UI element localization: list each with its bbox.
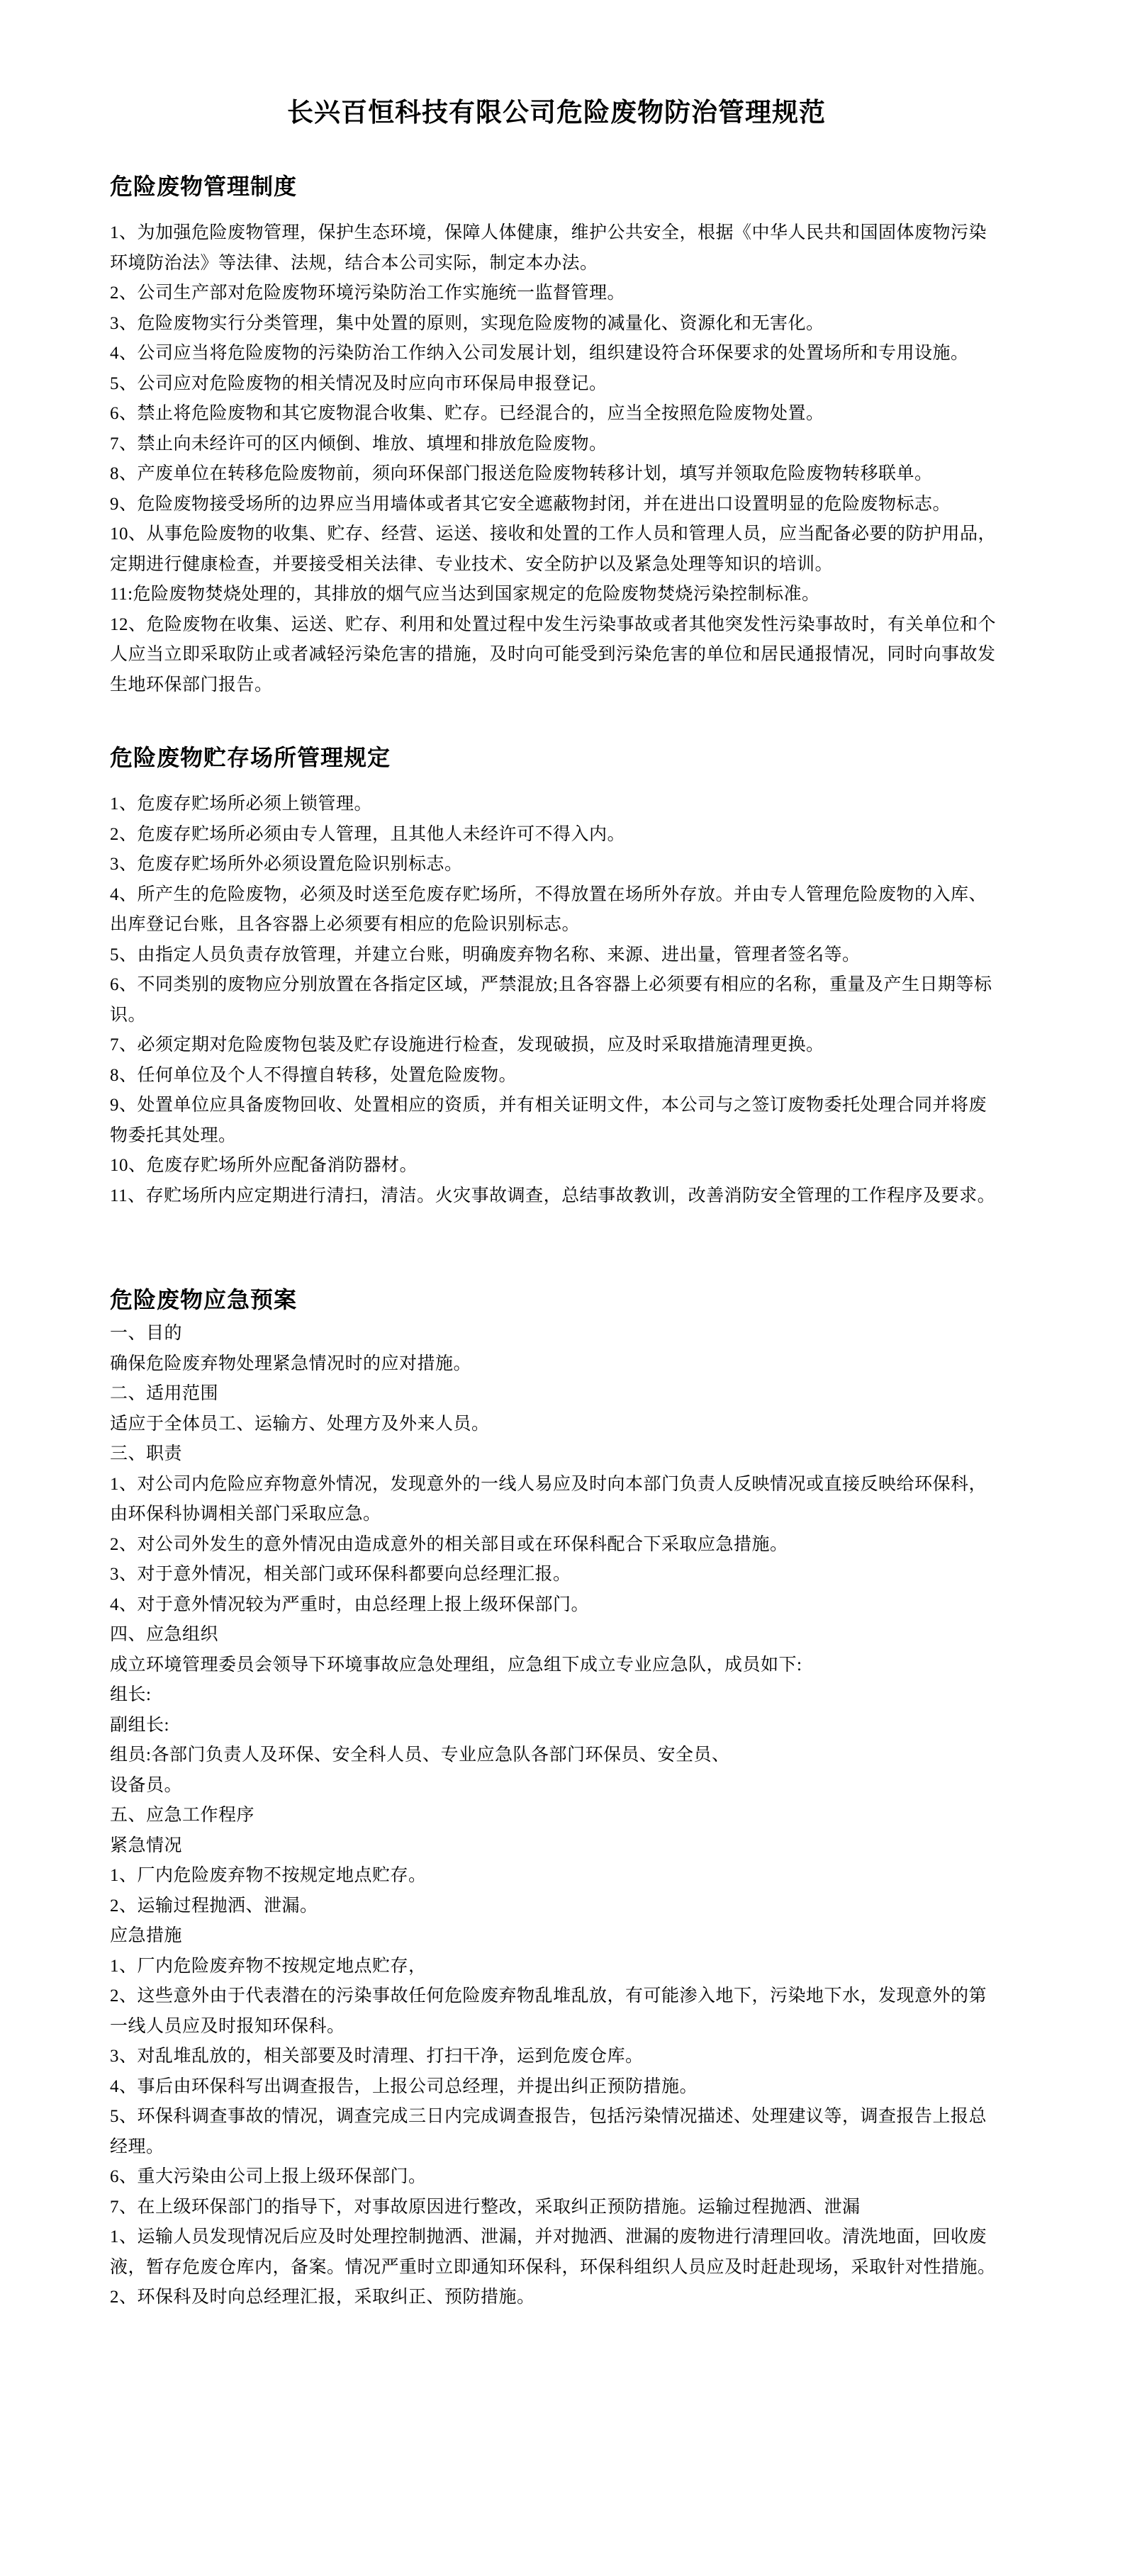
list-item: 6、不同类别的废物应分别放置在各指定区域，严禁混放;且各容器上必须要有相应的名称，重量及产生日期等标识。 [110, 975, 992, 1025]
subsection-heading-organization: 四、应急组织 [110, 1625, 219, 1644]
list-item: 1、危废存贮场所必须上锁管理。 [110, 794, 373, 814]
paragraph: 适应于全体员工、运输方、处理方及外来人员。 [110, 1414, 490, 1434]
subsection-heading-scope: 二、适用范围 [110, 1384, 219, 1403]
paragraph: 设备员。 [110, 1775, 183, 1795]
list-item: 2、这些意外由于代表潜在的污染事故任何危险废弃物乱堆乱放，有可能渗入地下，污染地下水，发现意外的第一线人员应及时报知环保科。 [110, 1986, 987, 2036]
list-item: 9、处置单位应具备废物回收、处置相应的资质，并有相关证明文件，本公司与之签订废物委托处理合同并将废物委托其处理。 [110, 1096, 987, 1145]
list-item: 1、厂内危险废弃物不按规定地点贮存。 [110, 1866, 427, 1885]
list-item: 7、禁止向未经许可的区内倾倒、堆放、填埋和排放危险废物。 [110, 434, 608, 454]
section-storage-site-rules [110, 740, 1003, 1211]
paragraph-group-leader: 组长: [110, 1685, 152, 1704]
list-item: 5、环保科调查事故的情况，调查完成三日内完成调查报告，包括污染情况描述、处理建议等，调查报告上报总经理。 [110, 2107, 987, 2156]
paragraph-deputy-leader: 副组长: [110, 1715, 169, 1735]
list-item: 2、环保科及时向总经理汇报，采取纠正、预防措施。 [110, 2288, 535, 2307]
list-item: 12、危险废物在收集、运送、贮存、利用和处置过程中发生污染事故或者其他突发性污染事故时，有关单位和个人应当立即采取防止或者减轻污染危害的措施，及时向可能受到污染危害的单位和居民通报情况，同时向事故发生地环保部门报告。 [110, 614, 997, 694]
paragraph: 确保危险废弃物处理紧急情况时的应对措施。 [110, 1354, 472, 1373]
section-emergency-plan [110, 1282, 1003, 2313]
list-item: 7、必须定期对危险废物包装及贮存设施进行检查，发现破损，应及时采取措施清理更换。 [110, 1035, 824, 1054]
list-item: 7、在上级环保部门的指导下，对事故原因进行整改，采取纠正预防措施。运输过程抛洒、泄漏 [110, 2197, 861, 2217]
list-item: 3、对于意外情况，相关部门或环保科都要向总经理汇报。 [110, 1565, 571, 1584]
list-item: 3、对乱堆乱放的，相关部要及时清理、打扫干净，运到危废仓库。 [110, 2047, 644, 2066]
subsection-heading-responsibility: 三、职责 [110, 1444, 183, 1463]
section-heading-emergency-plan: 危险废物应急预案 [110, 1287, 298, 1312]
subsection-heading-procedure: 五、应急工作程序 [110, 1806, 255, 1825]
section-heading-storage-site-rules: 危险废物贮存场所管理规定 [110, 745, 391, 770]
paragraph-emergency-situations: 紧急情况 [110, 1835, 183, 1855]
paragraph-emergency-measures: 应急措施 [110, 1926, 183, 1945]
list-item: 8、产废单位在转移危险废物前，须向环保部门报送危险废物转移计划，填写并领取危险废物转移联单。 [110, 464, 933, 483]
list-item: 3、危险废物实行分类管理，集中处置的原则，实现危险废物的减量化、资源化和无害化。 [110, 313, 824, 333]
list-item: 2、对公司外发生的意外情况由造成意外的相关部目或在环保科配合下采取应急措施。 [110, 1534, 788, 1554]
subsection-heading-purpose: 一、目的 [110, 1324, 183, 1343]
list-item: 6、重大污染由公司上报上级环保部门。 [110, 2167, 427, 2186]
list-item: 6、禁止将危险废物和其它废物混合收集、贮存。已经混合的，应当全按照危险废物处置。 [110, 404, 824, 423]
list-item: 5、公司应对危险废物的相关情况及时应向市环保局申报登记。 [110, 373, 608, 393]
list-item: 4、对于意外情况较为严重时，由总经理上报上级环保部门。 [110, 1594, 590, 1614]
list-item: 4、事后由环保科写出调查报告，上报公司总经理，并提出纠正预防措施。 [110, 2076, 698, 2096]
list-item: 3、危废存贮场所外必须设置危险识别标志。 [110, 855, 463, 874]
paragraph: 成立环境管理委员会领导下环境事故应急处理组，应急组下成立专业应急队，成员如下: [110, 1655, 802, 1675]
list-item: 1、为加强危险废物管理，保护生态环境，保障人体健康，维护公共安全，根据《中华人民共和国固体废物污染环境防治法》等法律、法规，结合本公司实际，制定本办法。 [110, 223, 987, 273]
list-item: 4、公司应当将危险废物的污染防治工作纳入公司发展计划，组织建设符合环保要求的处置场所和专用设施。 [110, 344, 969, 363]
list-item: 5、由指定人员负责存放管理，并建立台账，明确废弃物名称、来源、进出量，管理者签名等。 [110, 945, 861, 964]
list-item: 10、从事危险废物的收集、贮存、经营、运送、接收和处置的工作人员和管理人员，应当配备必要的防护用品，定期进行健康检查，并要接受相关法律、专业技术、安全防护以及紧急处理等知识的培训。 [110, 524, 997, 574]
section-heading-waste-management-system: 危险废物管理制度 [110, 174, 298, 199]
list-item: 9、危险废物接受场所的边界应当用墙体或者其它安全遮蔽物封闭，并在进出口设置明显的危险废物标志。 [110, 494, 951, 514]
list-item: 2、危废存贮场所必须由专人管理，且其他人未经许可不得入内。 [110, 824, 626, 844]
list-item: 10、危废存贮场所外应配备消防器材。 [110, 1156, 418, 1175]
list-item: 1、对公司内危险应弃物意外情况，发现意外的一线人易应及时向本部门负责人反映情况或直接反映给环保科，由环保科协调相关部门采取应急。 [110, 1474, 987, 1524]
list-item: 2、运输过程抛洒、泄漏。 [110, 1896, 318, 1916]
document-title: 长兴百恒科技有限公司危险废物防治管理规范 [287, 99, 826, 128]
list-item: 1、厂内危险废弃物不按规定地点贮存， [110, 1956, 427, 1976]
list-item: 2、公司生产部对危险废物环境污染防治工作实施统一监督管理。 [110, 283, 626, 303]
list-item: 1、运输人员发现情况后应及时处理控制抛洒、泄漏，并对抛洒、泄漏的废物进行清理回收。清洗地面，回收废液，暂存危废仓库内，备案。情况严重时立即通知环保科，环保科组织人员应及时赶赴现场，采取针对性措施。 [110, 2227, 996, 2277]
section-waste-management-system [110, 169, 1003, 700]
list-item: 8、任何单位及个人不得擅自转移，处置危险废物。 [110, 1065, 517, 1085]
paragraph-members: 组员:各部门负责人及环保、安全科人员、专业应急队各部门环保员、安全员、 [110, 1745, 730, 1765]
list-item: 11:危险废物焚烧处理的，其排放的烟气应当达到国家规定的危险废物焚烧污染控制标准。 [110, 585, 820, 604]
list-item: 11、存贮场所内应定期进行清扫，清洁。火灾事故调查，总结事故教训，改善消防安全管理的工作程序及要求。 [110, 1186, 996, 1205]
list-item: 4、所产生的危险废物，必须及时送至危废存贮场所，不得放置在场所外存放。并由专人管理危险废物的入库、出库登记台账，且各容器上必须要有相应的危险识别标志。 [110, 884, 987, 934]
